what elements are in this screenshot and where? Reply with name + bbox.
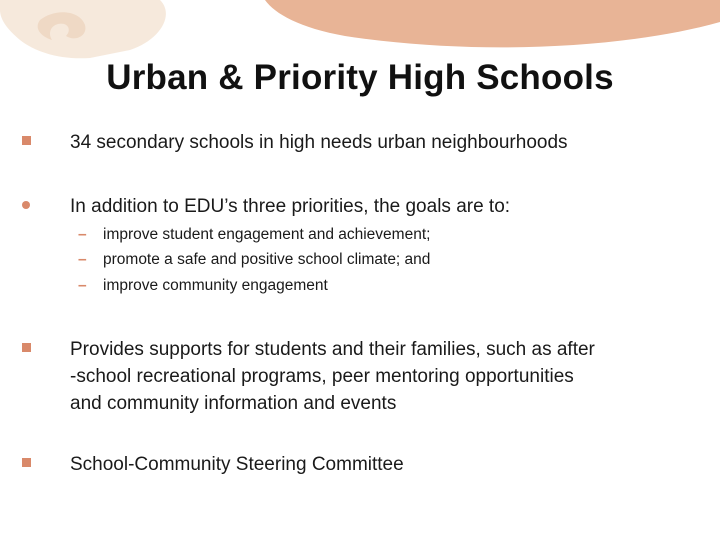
bullet-text: In addition to EDU’s three priorities, the goals are to: (70, 196, 511, 217)
sub-bullet-text: improve student engagement and achievement; (103, 226, 431, 243)
sub-bullet-community (78, 275, 678, 297)
dash-bullet-icon: – (78, 226, 87, 243)
bullet-line: Provides supports for students and their families, such as after (70, 339, 595, 360)
sub-bullet-climate (78, 249, 678, 271)
header-band (265, 0, 720, 47)
square-bullet-icon (22, 136, 31, 145)
square-bullet-icon (22, 458, 31, 467)
bullet-goals (22, 193, 702, 220)
square-bullet-icon (22, 343, 31, 352)
dash-bullet-icon: – (78, 251, 87, 268)
header-decoration (0, 0, 720, 60)
bullet-text: 34 secondary schools in high needs urban neighbourhoods (70, 132, 568, 153)
dash-bullet-icon: – (78, 277, 87, 294)
sub-bullet-text: promote a safe and positive school climate; and (103, 251, 431, 268)
bullet-committee (22, 451, 702, 478)
dot-bullet-icon (22, 201, 30, 209)
bullet-text (70, 336, 595, 417)
sub-bullet-text: improve community engagement (103, 277, 328, 294)
bullet-line: and community information and events (70, 393, 397, 414)
sub-bullet-engagement (78, 224, 678, 246)
slide-title: Urban & Priority High Schools (106, 58, 614, 97)
bullet-text: School-Community Steering Committee (70, 454, 404, 475)
bullet-schools (22, 129, 702, 156)
bullet-line: -school recreational programs, peer mentoring opportunities (70, 366, 574, 387)
bullet-supports (22, 336, 702, 417)
